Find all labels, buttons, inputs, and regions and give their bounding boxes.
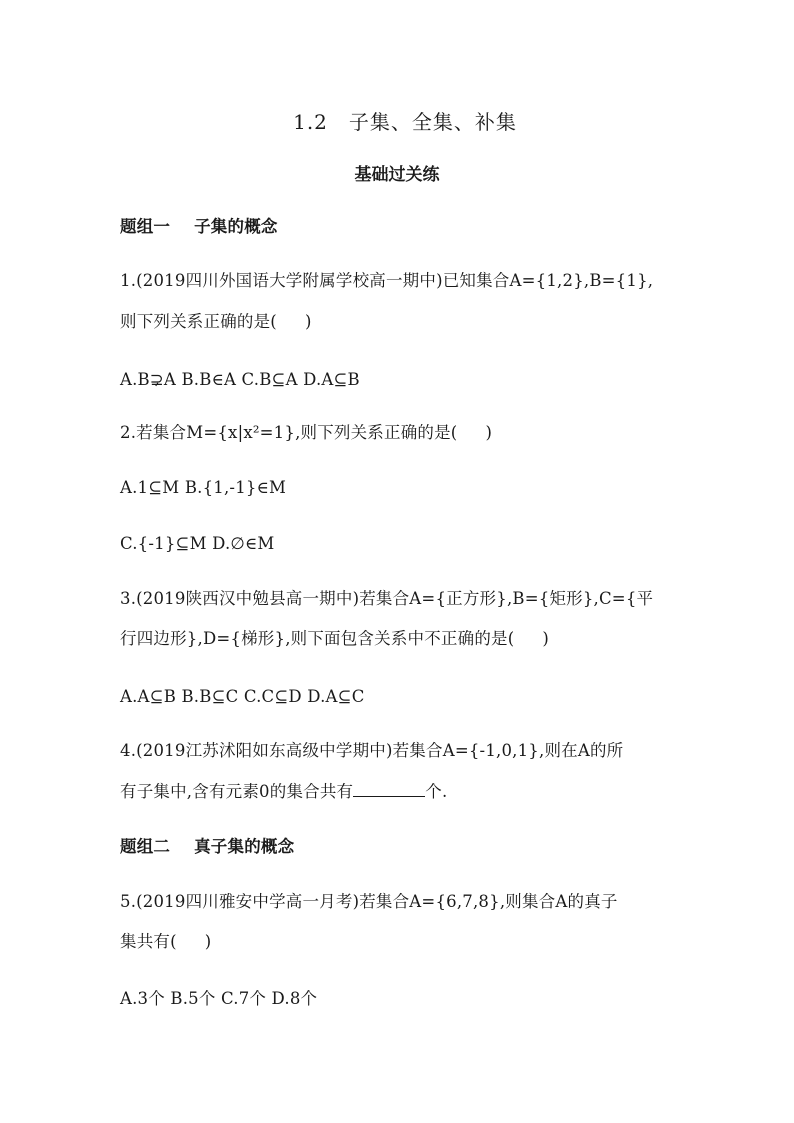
question-3-paren-close: ) <box>542 629 550 648</box>
question-4-stem: 有子集中,含有元素0的集合共有 <box>120 782 354 801</box>
section-heading-label: 题组一 <box>120 217 171 236</box>
question-2-line-1 <box>120 422 492 444</box>
question-2-options-1: A.1⊆M B.{1,-1}∈M <box>120 478 287 497</box>
section-heading-text: 真子集的概念 <box>194 837 295 856</box>
section-heading-label: 题组二 <box>120 837 171 856</box>
question-5-options: A.3个 B.5个 C.7个 D.8个 <box>120 989 318 1008</box>
question-3-line-2 <box>120 628 549 650</box>
question-1-stem: 则下列关系正确的是( <box>120 312 277 331</box>
question-4-unit: 个. <box>425 782 448 801</box>
question-1-paren-close: ) <box>304 312 312 331</box>
page-subtitle: 基础过关练 <box>354 165 440 185</box>
question-5-stem: 集共有( <box>120 932 177 951</box>
question-2-options-2: C.{-1}⊆M D.∅∈M <box>120 534 275 553</box>
question-4-line-2 <box>120 780 447 803</box>
section-heading <box>120 216 278 238</box>
question-3-stem: 行四边形},D={梯形},则下面包含关系中不正确的是( <box>120 629 515 648</box>
question-3-line-1: 3.(2019陕西汉中勉县高一期中)若集合A={正方形},B={矩形},C={平 <box>120 589 654 608</box>
page-title: 1.2 子集、全集、补集 <box>293 110 517 134</box>
fill-in-blank[interactable] <box>353 780 425 797</box>
question-2-stem: 2.若集合M={x|x²=1},则下列关系正确的是( <box>120 423 458 442</box>
question-1-line-2 <box>120 311 312 333</box>
question-1-options: A.B⊋A B.B∈A C.B⊆A D.A⊆B <box>120 370 360 389</box>
question-4-line-1: 4.(2019江苏沭阳如东高级中学期中)若集合A={-1,0,1},则在A的所 <box>120 741 624 760</box>
question-2-paren-close: ) <box>485 423 493 442</box>
question-1-line-1: 1.(2019四川外国语大学附属学校高一期中)已知集合A={1,2},B={1}, <box>120 271 654 290</box>
question-5-line-1: 5.(2019四川雅安中学高一月考)若集合A={6,7,8},则集合A的真子 <box>120 892 618 911</box>
question-5-line-2 <box>120 931 211 953</box>
section-heading-text: 子集的概念 <box>194 217 278 236</box>
question-3-options: A.A⊆B B.B⊆C C.C⊆D D.A⊆C <box>120 687 365 706</box>
section-heading <box>120 836 294 858</box>
question-5-paren-close: ) <box>204 932 212 951</box>
